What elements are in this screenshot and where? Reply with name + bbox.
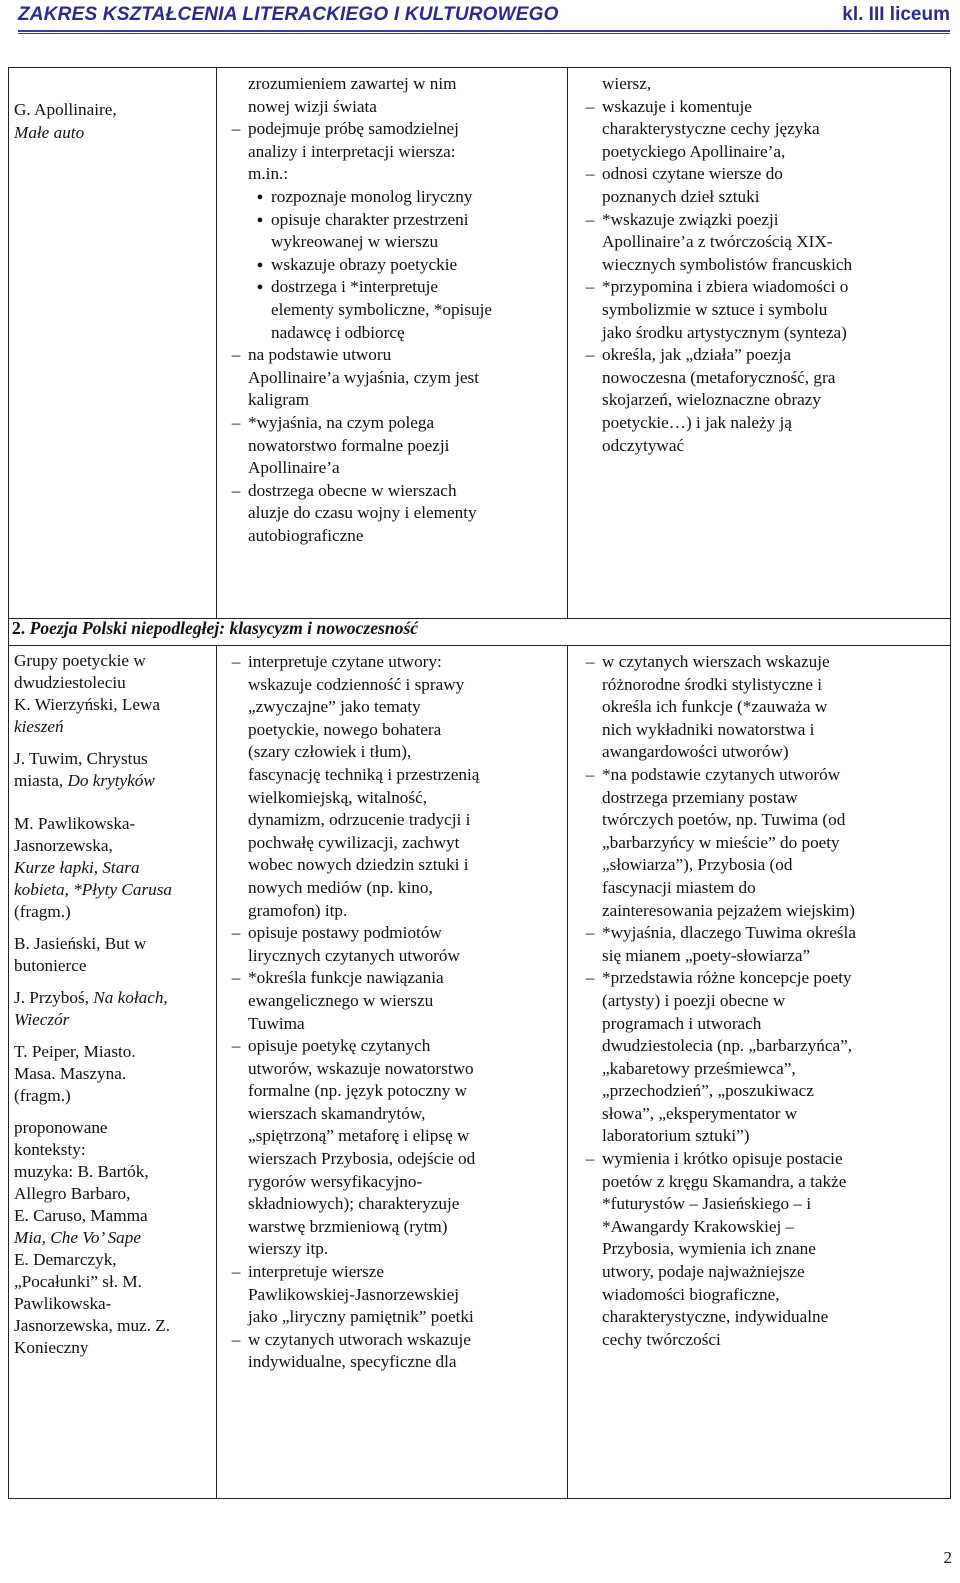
- text-line: analizy i interpretacji wiersza:: [248, 141, 456, 161]
- text-line: wielkomiejską, witalność,: [248, 787, 428, 807]
- text-line: [14, 987, 214, 1009]
- list-item: [224, 651, 564, 922]
- list-item: [224, 118, 564, 186]
- text-line: opisuje poetykę czytanych: [248, 1036, 431, 1056]
- list-item: [224, 412, 564, 480]
- list-item: [578, 344, 948, 457]
- list-item: [224, 1035, 564, 1261]
- header-level: kl. III liceum: [842, 4, 950, 25]
- text-line: składniowych); charakteryzuje: [248, 1194, 460, 1214]
- text-line: wskazuje codzienność i sprawy: [248, 674, 465, 694]
- text-line: wskazuje i komentuje: [602, 96, 752, 116]
- text-line: zrozumieniem zawartej w nim: [248, 74, 457, 93]
- row2-requirements-basic: [224, 651, 564, 1374]
- text-line: *na podstawie czytanych utworów: [602, 764, 841, 784]
- text-line: „Pocałunki” sł. M.: [14, 1272, 142, 1291]
- text-part: Na kołach,: [93, 988, 168, 1007]
- text-line: wiersz,: [602, 74, 652, 93]
- section-name: Poezja Polski niepodległej: klasycyzm i nowoczesność: [29, 618, 419, 638]
- section-number: 2.: [12, 618, 26, 638]
- text-line: M. Pawlikowska-: [14, 814, 136, 833]
- text-line: Apollinaire’a wyjaśnia, czym jest: [248, 367, 479, 387]
- text-line: dostrzega obecne w wierszach: [248, 480, 457, 500]
- text-line: warstwę brzmieniową (rytm): [248, 1216, 448, 1236]
- column-divider-3: [216, 645, 217, 1499]
- text-line: nich wykładniki nowatorstwa i: [602, 719, 815, 739]
- text-line: *wskazuje związki poezji: [602, 209, 779, 229]
- section-bottom-rule: [8, 645, 951, 646]
- text-line: Grupy poetyckie w: [14, 651, 146, 670]
- text-line: programach i utworach: [602, 1013, 762, 1033]
- list-item: [224, 922, 564, 967]
- text-line: nowych mediów (np. kino,: [248, 877, 433, 897]
- text-line: wiecznych symbolistów francuskich: [602, 254, 853, 274]
- row1-texts: [14, 99, 212, 144]
- text-line: interpretuje czytane utwory:: [248, 652, 442, 671]
- text-line: Kurze łapki, Stara: [14, 858, 140, 877]
- text-line: Mia, Che Vo’ Sape: [14, 1228, 141, 1247]
- text-line: nadawcę i odbiorcę: [271, 322, 405, 342]
- list-item: [224, 480, 564, 548]
- text-line: kieszeń: [14, 717, 64, 736]
- text-line: proponowane: [14, 1118, 108, 1137]
- text-line: Apollinaire’a: [248, 458, 340, 478]
- text-line: elementy symboliczne, *opisuje: [271, 299, 492, 319]
- text-line: utwory, podaje najważniejsze: [602, 1262, 805, 1282]
- list-item: [224, 254, 564, 277]
- text-line: E. Caruso, Mamma: [14, 1206, 148, 1225]
- text-line: lirycznych czytanych utworów: [248, 945, 460, 965]
- text-line: wymienia i krótko opisuje postacie: [602, 1149, 843, 1169]
- text-line: B. Jasieński, But w: [14, 934, 147, 953]
- text-line: skojarzeń, wieloznaczne obrazy: [602, 390, 822, 410]
- text-line: dostrzega przemiany postaw: [602, 787, 798, 807]
- text-line: wykreowanej w wierszu: [271, 232, 439, 252]
- text-line: pochwałę cywilizacji, zachwyt: [248, 832, 460, 852]
- text-line: muzyka: B. Bartók,: [14, 1162, 149, 1181]
- text-line: określa ich funkcje (*zauważa w: [602, 697, 828, 717]
- text-line: w czytanych utworach wskazuje: [248, 1329, 471, 1349]
- text-line: (szary człowiek i tłum),: [248, 742, 412, 762]
- text-line: nowatorstwo formalne poezji: [248, 435, 450, 455]
- text-line: [14, 770, 214, 792]
- list-item: [224, 1261, 564, 1329]
- text-part: miasta,: [14, 771, 68, 790]
- text-line: E. Demarczyk,: [14, 1250, 117, 1269]
- header-rule: [18, 30, 950, 32]
- text-line: dwudziestoleciu: [14, 673, 126, 692]
- text-line: kobieta, *Płyty Carusa: [14, 880, 173, 899]
- list-item: [224, 1329, 564, 1374]
- header-title: ZAKRES KSZTAŁCENIA LITERACKIEGO I KULTUROWEGO: [18, 4, 559, 25]
- text-line: fascynację techniką i przestrzenią: [248, 764, 480, 784]
- text-line: nowej wizji świata: [248, 96, 377, 116]
- text-line: Apollinaire’a z twórczością XIX-: [602, 232, 833, 252]
- text-line: konteksty:: [14, 1140, 86, 1159]
- text-line: *przedstawia różne koncepcje poety: [602, 968, 852, 988]
- text-line: fascynacji miastem do: [602, 877, 756, 897]
- page-number: 2: [943, 1548, 952, 1567]
- text-line: Tuwima: [248, 1013, 305, 1033]
- section-title: [12, 618, 418, 639]
- list-item: [224, 344, 564, 412]
- text-line: zainteresowania pejzażem wiejskim): [602, 900, 855, 920]
- text-line: Jasnorzewska, muz. Z.: [14, 1316, 171, 1335]
- text-line: dostrzega i *interpretuje: [271, 277, 439, 297]
- text-line: poetyckie, nowego bohatera: [248, 719, 442, 739]
- text-line: Konieczny: [14, 1338, 89, 1357]
- text-line: *wyjaśnia, dlaczego Tuwima określa: [602, 923, 856, 943]
- text-line: rygorów wersyfikacyjno-: [248, 1171, 423, 1191]
- text-line: wierszach Przybosia, odejście od: [248, 1149, 476, 1169]
- text-line: charakterystyczne, indywidualne: [602, 1307, 829, 1327]
- text-line: Przybosia, wymienia ich znane: [602, 1239, 816, 1259]
- text-line: twórczych poetów, np. Tuwima (od: [602, 810, 846, 830]
- text-line: „kabaretowy prześmiewca”,: [602, 1058, 796, 1078]
- text-line: „spiętrzoną” metaforę i elipsę w: [248, 1126, 470, 1146]
- text-line: rozpoznaje monolog liryczny: [271, 186, 473, 206]
- list-item: [224, 276, 564, 344]
- text-line: ewangelicznego w wierszu: [248, 990, 434, 1010]
- text-line: „słowiarza”), Przybosia (od: [602, 855, 793, 875]
- list-item: [224, 186, 564, 209]
- text-line: „barbarzyńcy w mieście” do poety: [602, 832, 840, 852]
- text-line: wiadomości biograficzne,: [602, 1284, 780, 1304]
- text-line: wierszy itp.: [248, 1239, 329, 1259]
- list-item: [224, 209, 564, 254]
- row2-requirements-extended: [578, 651, 948, 1351]
- text-line: poetyckiego Apollinaire’a,: [602, 141, 786, 161]
- text-line: *Awangardy Krakowskiej –: [602, 1216, 795, 1236]
- text-part: Do krytyków: [67, 771, 155, 790]
- text-line: utworów, wskazuje nowatorstwo: [248, 1058, 474, 1078]
- text-line: podejmuje próbę samodzielnej: [248, 119, 459, 139]
- row2-texts: [14, 650, 214, 1359]
- text-line: „zwyczajne” jako tematy: [248, 697, 421, 717]
- text-line: cechy twórczości: [602, 1329, 721, 1349]
- text-line: nowoczesna (metaforyczność, gra: [602, 367, 836, 387]
- text-part: J. Przyboś,: [14, 988, 94, 1007]
- text-line: jako środku artystycznym (synteza): [602, 322, 847, 342]
- list-item: [578, 1148, 948, 1351]
- text-line: wskazuje obrazy poetyckie: [271, 254, 458, 274]
- text-line: *określa funkcje nawiązania: [248, 968, 444, 988]
- text-line: aluzje do czasu wojny i elementy: [248, 503, 477, 523]
- page-header: [18, 4, 950, 30]
- text-line: *wyjaśnia, na czym polega: [248, 412, 435, 432]
- text-line: Allegro Barbaro,: [14, 1184, 131, 1203]
- list-item: [578, 651, 948, 764]
- text-work: Małe auto: [14, 122, 85, 142]
- text-line: butonierce: [14, 956, 87, 975]
- text-line: jako „liryczny pamiętnik” poetki: [248, 1307, 474, 1327]
- text-author: G. Apollinaire,: [14, 100, 117, 119]
- list-item: [224, 967, 564, 1035]
- text-line: T. Peiper, Miasto.: [14, 1042, 136, 1061]
- text-line: formalne (np. język potoczny w: [248, 1081, 468, 1101]
- text-line: różnorodne środki stylistyczne i: [602, 674, 823, 694]
- text-line: gramofon) itp.: [248, 900, 348, 920]
- text-line: Jasnorzewska,: [14, 836, 113, 855]
- list-item: [578, 922, 948, 967]
- text-line: (fragm.): [14, 902, 71, 921]
- text-line: Pawlikowskiej-Jasnorzewskiej: [248, 1284, 459, 1304]
- text-line: Wieczór: [14, 1010, 70, 1029]
- row1-requirements-extended: [578, 73, 948, 457]
- text-line: opisuje postawy podmiotów: [248, 923, 442, 943]
- text-line: odnosi czytane wiersze do: [602, 164, 783, 184]
- text-line: poznanych dzieł sztuki: [602, 186, 760, 206]
- text-line: wobec nowych dziedzin sztuki i: [248, 855, 469, 875]
- text-line: kaligram: [248, 390, 310, 410]
- text-line: *futurystów – Jasieńskiego – i: [602, 1194, 812, 1214]
- list-item: [578, 209, 948, 277]
- text-line: (fragm.): [14, 1086, 71, 1105]
- text-line: odczytywać: [602, 435, 685, 455]
- text-line: opisuje charakter przestrzeni: [271, 209, 469, 229]
- text-line: Masa. Maszyna.: [14, 1064, 127, 1083]
- text-line: m.in.:: [248, 164, 289, 184]
- text-line: się mianem „poety-słowiarza”: [602, 945, 811, 965]
- text-line: określa, jak „działa” poezja: [602, 345, 791, 365]
- text-line: „przechodzień”, „poszukiwacz: [602, 1081, 814, 1101]
- text-line: charakterystyczne cechy języka: [602, 119, 820, 139]
- text-line: poetów z kręgu Skamandra, a także: [602, 1171, 847, 1191]
- text-line: K. Wierzyński, Lewa: [14, 695, 160, 714]
- text-line: symbolizmie w sztuce i symbolu: [602, 299, 828, 319]
- column-divider-1: [216, 67, 217, 618]
- text-line: awangardowości utworów): [602, 742, 789, 762]
- text-line: interpretuje wiersze: [248, 1262, 384, 1282]
- text-line: dynamizm, odrzucenie tradycji i: [248, 810, 471, 830]
- list-item: [578, 276, 948, 344]
- column-divider-4: [567, 645, 568, 1499]
- list-item: [578, 764, 948, 922]
- text-line: poetyckie…) i jak należy ją: [602, 412, 792, 432]
- column-divider-2: [567, 67, 568, 618]
- text-line: słowa”, „eksperymentator w: [602, 1103, 798, 1123]
- header-rule-thin: [18, 33, 950, 34]
- text-line: Pawlikowska-: [14, 1294, 112, 1313]
- list-item: [578, 967, 948, 1148]
- text-line: autobiograficzne: [248, 525, 364, 545]
- text-line: (artysty) i poezji obecne w: [602, 990, 786, 1010]
- text-line: wierszach skamandrytów,: [248, 1103, 426, 1123]
- list-item: [578, 163, 948, 208]
- text-line: na podstawie utworu: [248, 345, 392, 365]
- text-line: indywidualne, specyficzne dla: [248, 1352, 457, 1372]
- list-item: [578, 96, 948, 164]
- text-line: J. Tuwim, Chrystus: [14, 749, 148, 768]
- text-line: *przypomina i zbiera wiadomości o: [602, 277, 849, 297]
- text-line: laboratorium sztuki”): [602, 1126, 750, 1146]
- row1-requirements-basic: [224, 73, 564, 547]
- text-line: dwudziestolecia (np. „barbarzyńca”,: [602, 1036, 853, 1056]
- text-line: w czytanych wierszach wskazuje: [602, 652, 830, 671]
